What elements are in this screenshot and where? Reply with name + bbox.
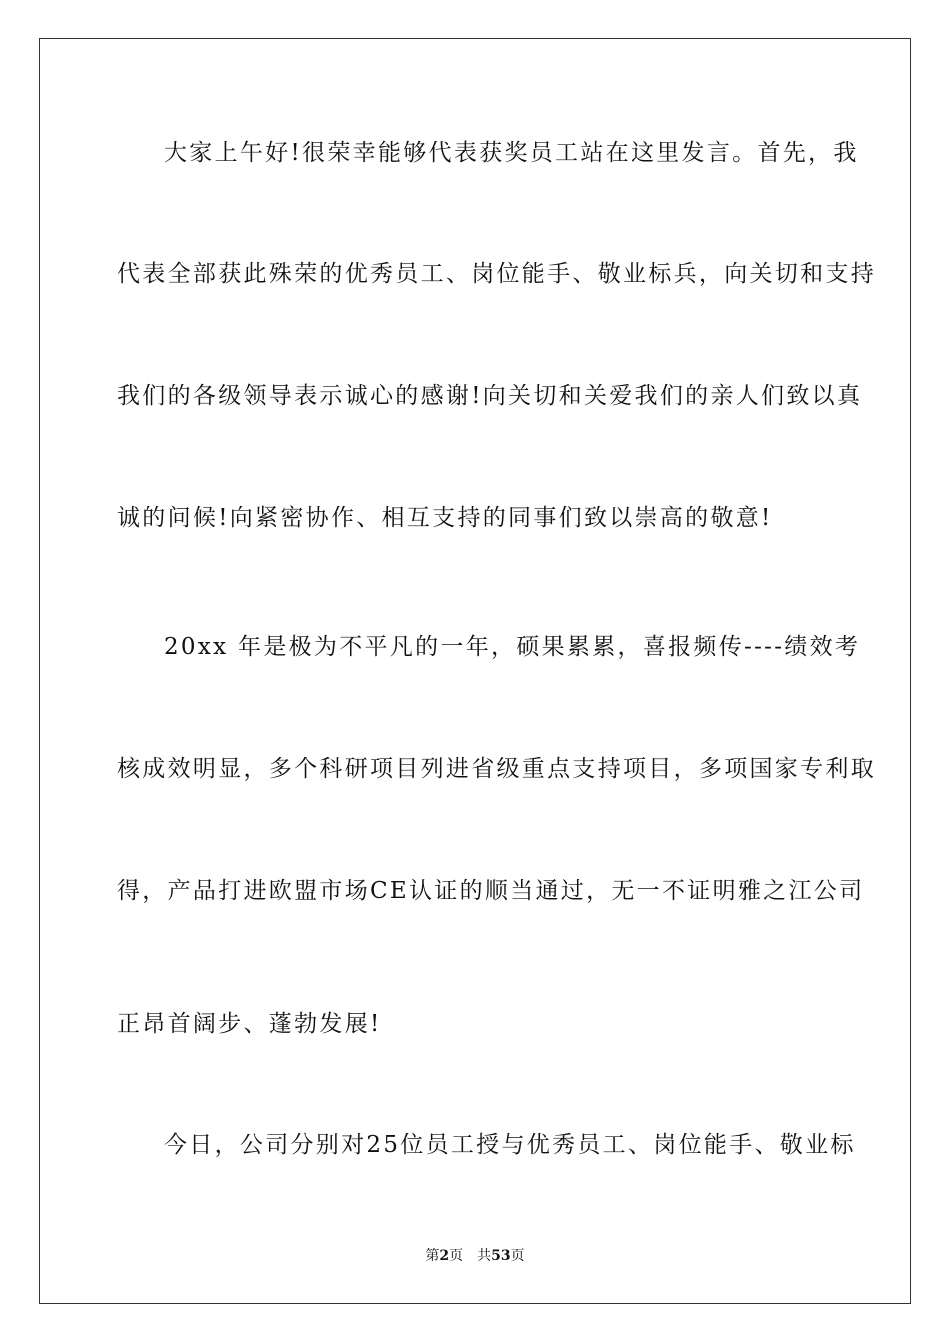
paragraph-1-line-4: 诚的问候!向紧密协作、相互支持的同事们致以崇高的敬意!	[117, 505, 773, 531]
total-prefix: 共	[477, 1248, 492, 1264]
current-page-number: 2	[439, 1248, 450, 1264]
page-border	[39, 38, 911, 1304]
paragraph-1-line-3: 我们的各级领导表示诚心的感谢!向关切和关爱我们的亲人们致以真	[117, 383, 863, 409]
paragraph-3-line-1: 今日，公司分别对25位员工授与优秀员工、岗位能手、敬业标	[164, 1132, 856, 1158]
paragraph-2-line-1: 20xx 年是极为不平凡的一年，硕果累累，喜报频传----绩效考	[164, 634, 861, 660]
page-prefix: 第	[425, 1248, 440, 1264]
paragraph-1-line-2: 代表全部获此殊荣的优秀员工、岗位能手、敬业标兵，向关切和支持	[117, 261, 876, 287]
page-unit: 页	[449, 1248, 464, 1264]
paragraph-2-line-3: 得，产品打进欧盟市场CE认证的顺当通过，无一不证明雅之江公司	[117, 878, 865, 904]
page-footer	[0, 1246, 950, 1266]
paragraph-2-line-4: 正昂首阔步、蓬勃发展!	[117, 1011, 382, 1037]
paragraph-2-line-2: 核成效明显，多个科研项目列进省级重点支持项目，多项国家专利取	[117, 756, 876, 782]
total-page-number: 53	[491, 1248, 511, 1264]
paragraph-1-line-1: 大家上午好!很荣幸能够代表获奖员工站在这里发言。首先，我	[164, 140, 859, 166]
total-unit: 页	[510, 1248, 525, 1264]
